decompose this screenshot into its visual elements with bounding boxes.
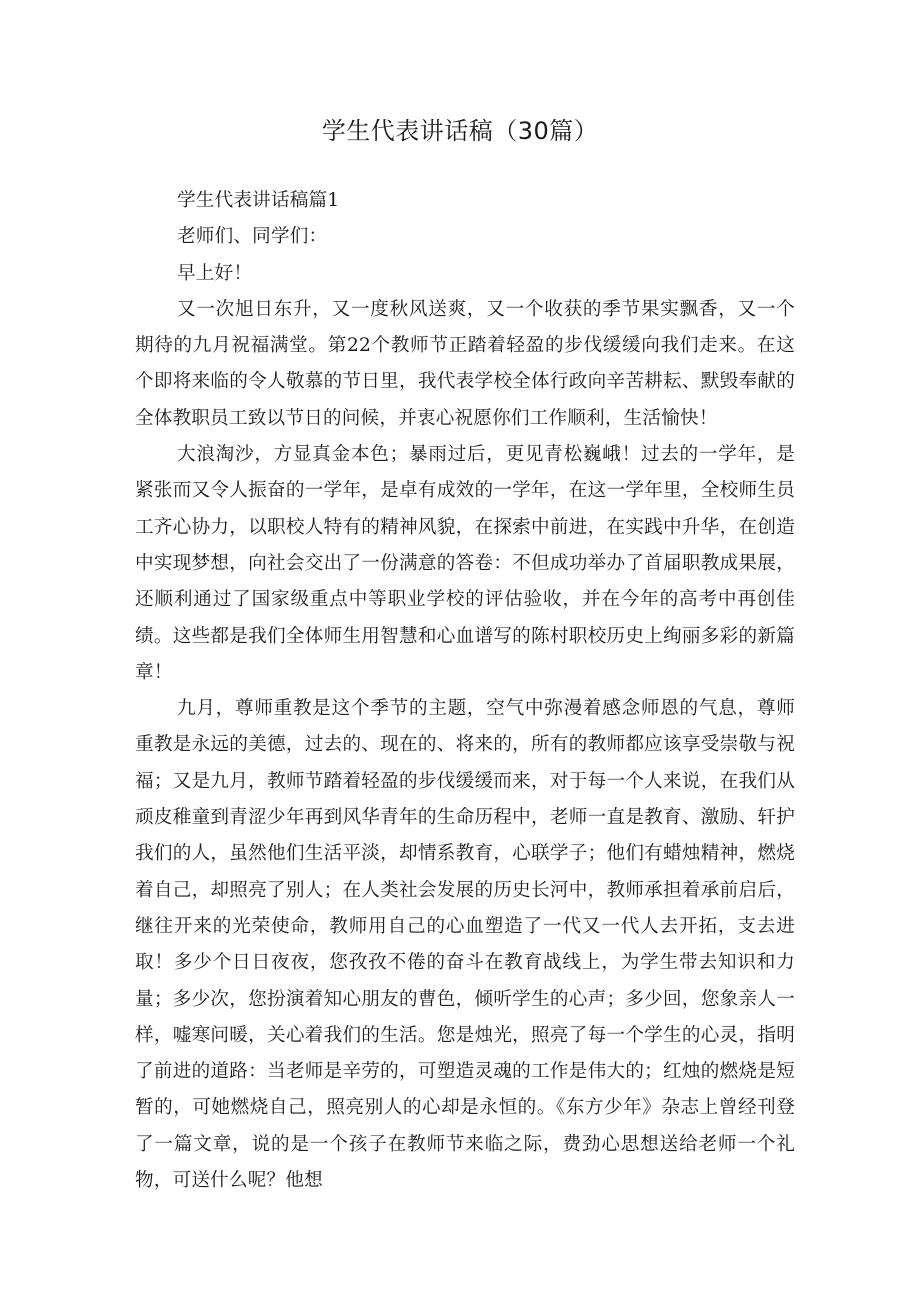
body-paragraph-1: 又一次旭日东升，又一度秋风送爽，又一个收获的季节果实飘香，又一个期待的九月祝福满堂。第22个教师节正踏着轻盈的步伐缓缓向我们走来。在这个即将来临的令人敬慕的节日里，我代表学校全体行政向辛苦耕耘、默毁奉献的全体教职员工致以节日的问候，并衷心祝愿你们工作顺利，生活愉快！ (135, 298, 795, 429)
document-body (135, 183, 795, 1199)
salutation: 老师们、同学们： (177, 226, 328, 248)
greeting: 早上好！ (177, 262, 253, 284)
section-heading: 学生代表讲话稿篇1 (177, 190, 340, 211)
body-paragraph-3: 九月，尊师重教是这个季节的主题，空气中弥漫着感念师恩的气息，尊师重教是永远的美德，过去的、现在的、将来的，所有的教师都应该享受崇敬与祝福；又是九月，教师节踏着轻盈的步伐缓缓而来，对于每一个人来说，在我们从顽皮稚童到青涩少年再到风华青年的生命历程中，老师一直是教育、激励、轩护我们的人，虽然他们生活平淡，却情系教育，心联学子；他们有蜡烛精神，燃烧着自己，却照亮了别人；在人类社会发展的历史长河中，教师承担着承前启后，继往开来的光荣使命，教师用自己的心血塑造了一代又一代人去开拓，支去进取！多少个日日夜夜，您孜孜不倦的奋斗在教育战线上，为学生带去知识和力量；多少次，您扮演着知心朋友的曹色，倾听学生的心声；多少回，您象亲人一样，嘘寒问暖，关心着我们的生活。您是烛光，照亮了每一个学生的心灵，指明了前进的道路：当老师是辛劳的，可塑造灵魂的工作是伟大的；红烛的燃烧是短暂的，可她燃烧自己，照亮别人的心却是永恒的。《东方少年》杂志上曾经刊登了一篇文章，说的是一个孩子在教师节来临之际，费劲心思想送给老师一个礼物，可送什么呢？他想 (135, 698, 795, 1192)
document-title: 学生代表讲话稿（30篇） (321, 117, 599, 145)
body-paragraph-2: 大浪淘沙，方显真金本色；暴雨过后，更见青松巍峨！过去的一学年，是紧张而又令人振奋的一学年，是卓有成效的一学年，在这一学年里，全校师生员工齐心协力，以职校人特有的精神风貌，在探索中前进，在实践中升华，在创造中实现梦想，向社会交出了一份满意的答卷：不但成功举办了首届职教成果展，还顺利通过了国家级重点中等职业学校的评估验收，并在今年的高考中再创佳绩。这些都是我们全体师生用智慧和心血谱写的陈村职校历史上绚丽多彩的新篇章！ (135, 444, 795, 683)
